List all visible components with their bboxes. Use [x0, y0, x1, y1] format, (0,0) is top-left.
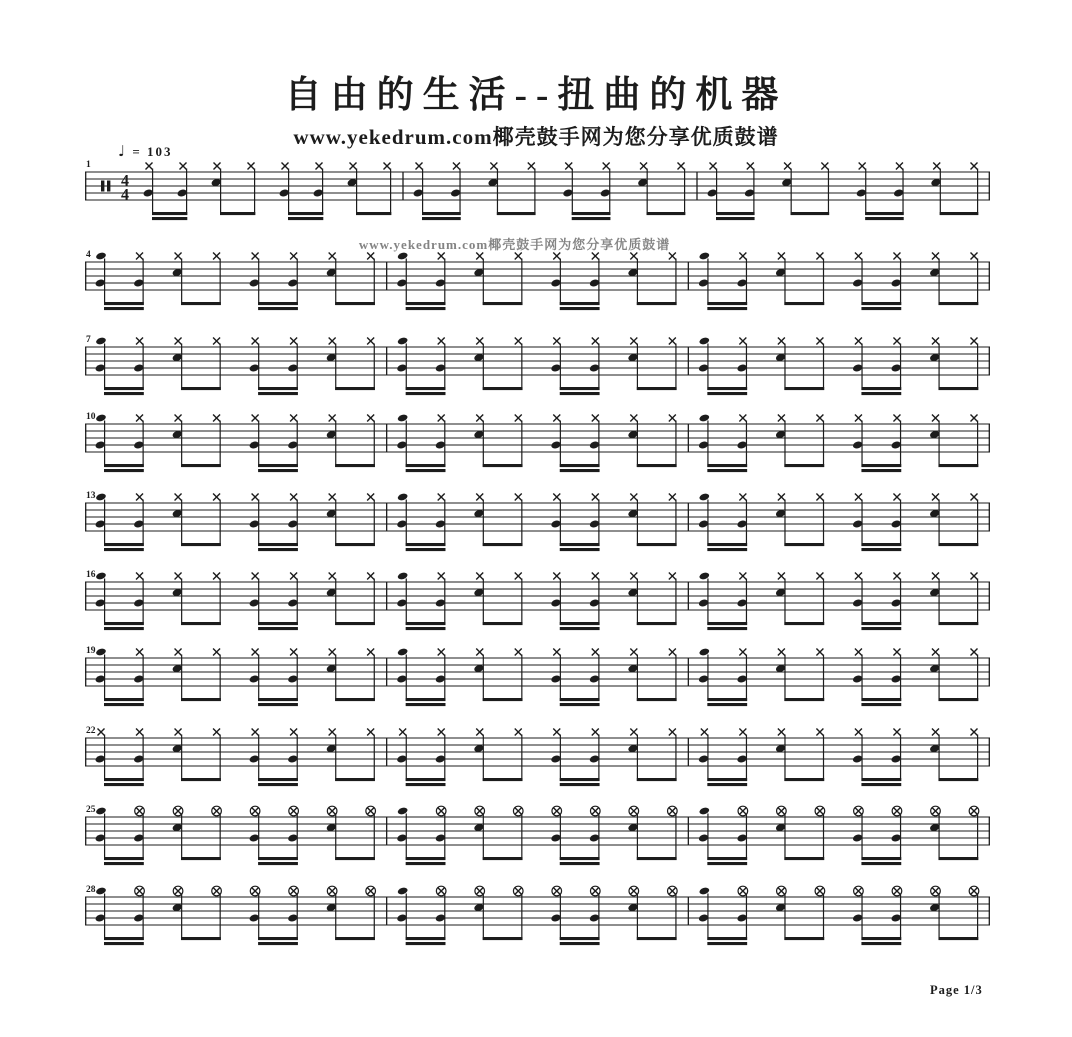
staff-system-13	[85, 489, 990, 563]
measure	[95, 572, 375, 631]
measure	[698, 886, 979, 945]
measure	[143, 163, 392, 221]
svg-text:4: 4	[121, 172, 129, 190]
staff-svg	[85, 568, 990, 642]
staff-svg	[85, 410, 990, 484]
measure	[413, 163, 686, 221]
measure	[396, 493, 676, 552]
measure	[396, 252, 676, 311]
measure	[396, 806, 677, 865]
staff-system-7	[85, 333, 990, 407]
measure	[698, 572, 978, 631]
staff-svg	[85, 724, 990, 798]
measure	[698, 729, 978, 787]
measure	[396, 414, 676, 473]
staff-svg	[85, 333, 990, 407]
measure	[698, 648, 978, 707]
measure	[95, 493, 375, 552]
staff-svg	[85, 644, 990, 718]
measure	[95, 648, 375, 707]
staff-system-4	[85, 248, 990, 322]
measure	[95, 414, 375, 473]
staff-system-19	[85, 644, 990, 718]
measure	[95, 337, 375, 396]
measure	[698, 337, 978, 396]
measure-number: 7	[86, 335, 91, 345]
measure	[396, 337, 676, 396]
staff-system-22	[85, 724, 990, 798]
staff-svg	[85, 803, 990, 877]
measure-number: 16	[86, 570, 96, 580]
staff-svg	[85, 489, 990, 563]
measure-number: 25	[86, 805, 96, 815]
quarter-note-icon: ♩	[118, 142, 128, 160]
staff-system-10	[85, 410, 990, 484]
measure-number: 22	[86, 726, 96, 736]
tempo-value: = 103	[132, 144, 173, 159]
watermark-text: www.yekedrum.com椰壳鼓手网为您分享优质鼓谱	[358, 237, 671, 252]
staff-svg	[85, 248, 990, 322]
measure	[95, 806, 376, 865]
measure-number: 19	[86, 646, 96, 656]
measure	[707, 163, 979, 221]
page-subtitle: www.yekedrum.com椰壳鼓手网为您分享优质鼓谱	[293, 125, 779, 149]
measure-number: 4	[86, 250, 91, 260]
measure	[396, 572, 676, 631]
measure-number: 13	[86, 491, 96, 501]
measure	[95, 729, 375, 787]
svg-text:4: 4	[121, 186, 129, 204]
measure	[698, 493, 978, 552]
measure-number: 10	[86, 412, 96, 422]
measure	[698, 806, 979, 865]
measure	[698, 252, 978, 311]
measure	[396, 729, 676, 787]
measure-number: 1	[86, 160, 91, 170]
measure	[396, 886, 677, 945]
page-title: 自由的生活--扭曲的机器	[284, 75, 788, 116]
staff-svg	[85, 158, 990, 232]
staff-system-1	[85, 158, 990, 232]
staff-system-25	[85, 803, 990, 877]
measure	[95, 252, 375, 311]
measure	[698, 414, 978, 473]
staff-svg	[85, 883, 990, 957]
page-number-label: Page 1/3	[930, 983, 983, 997]
staff-system-16	[85, 568, 990, 642]
measure	[95, 886, 376, 945]
staff-system-28	[85, 883, 990, 957]
measure-number: 28	[86, 885, 96, 895]
measure	[396, 648, 676, 707]
